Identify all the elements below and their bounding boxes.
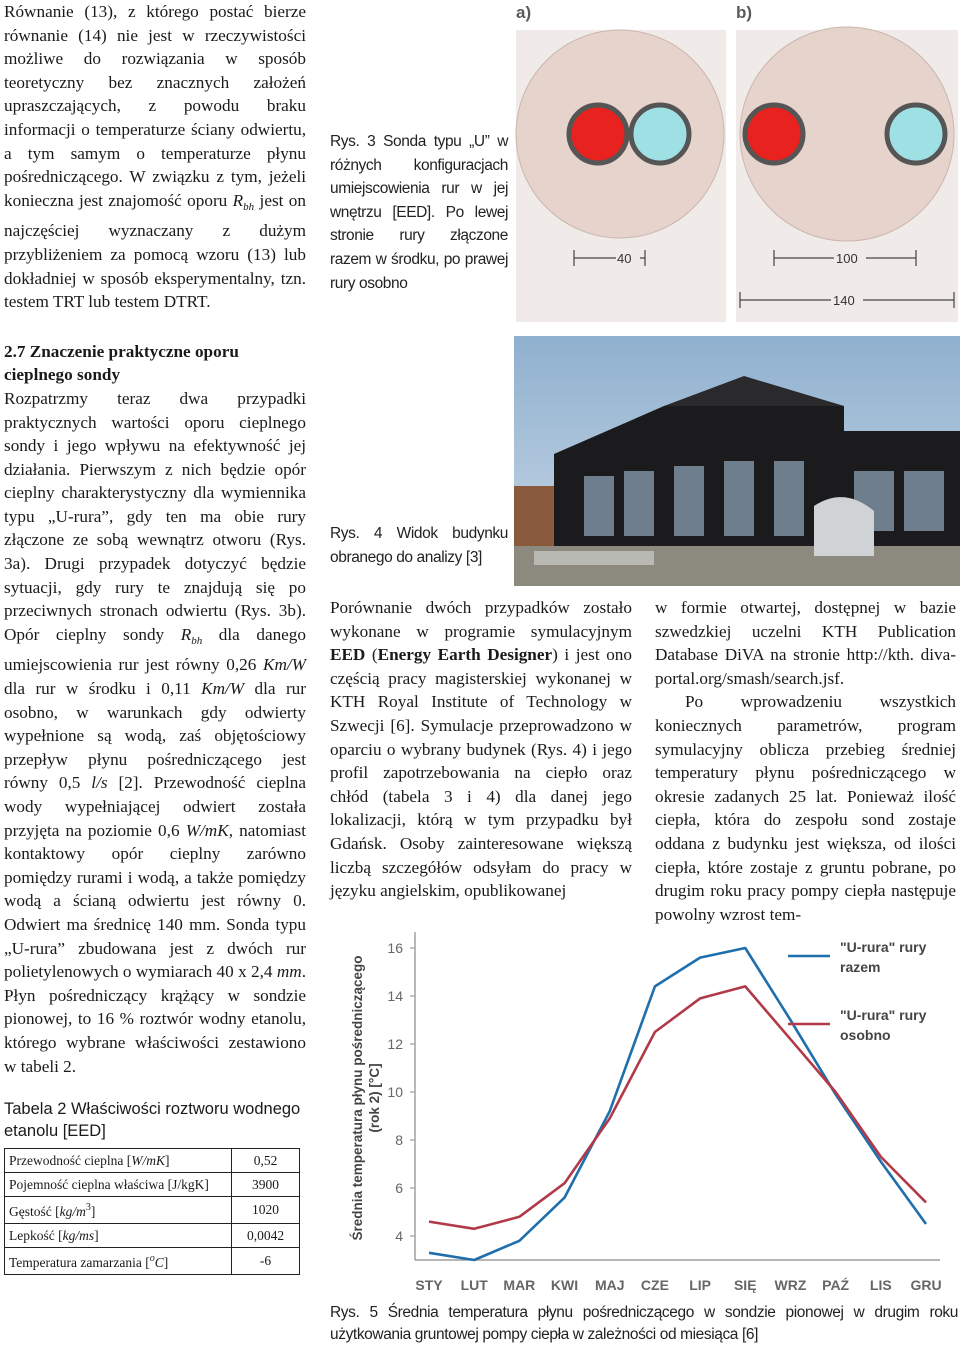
- right-column: [655, 596, 956, 926]
- x-tick-label: LUT: [460, 1277, 488, 1293]
- legend-label: "U-rura" rury razem: [840, 939, 927, 975]
- x-tick-label: MAR: [503, 1277, 536, 1293]
- table-row: [5, 1224, 300, 1248]
- legend-label: "U-rura" rury osobno: [840, 1007, 927, 1043]
- fig3-caption: Rys. 3 Sonda typu „U” w różnych konfiguracjach umiejscowienia rur w jej wnętrzu [EED]. Po lewej stronie rury złączone razem w środku, po prawej rury osobno: [330, 133, 508, 292]
- property-value: 3900: [232, 1173, 300, 1197]
- table-caption: Tabela 2 Właściwości roztworu wodnego etanolu [EED]: [4, 1100, 301, 1141]
- property-label: Pojemność cieplna właściwa [J/kgK]: [5, 1173, 232, 1197]
- property-value: -6: [232, 1248, 300, 1275]
- table-row: [5, 1149, 300, 1173]
- property-value: 1020: [232, 1197, 300, 1224]
- property-value: 0,0042: [232, 1224, 300, 1248]
- section-heading: 2.7 Znaczenie praktyczne oporu cieplnego sondy: [4, 341, 239, 385]
- x-tick-label: SIĘ: [733, 1277, 757, 1293]
- x-tick-label: GRU: [910, 1277, 942, 1293]
- x-tick-label: PAŹ: [822, 1277, 850, 1293]
- y-axis-label: Średnia temperatura płynu pośredniczącego (rok 2) [°C]: [350, 955, 382, 1241]
- x-tick-label: WRZ: [774, 1277, 807, 1293]
- right-paragraph-2: Po wprowadzeniu wszystkich koniecznych parametrów, program symulacyjny oblicza przebieg średniej temperatury płynu pośredniczącego w okresie zadanych 25 lat. Ponieważ ilość ciepła, która do zespołu sond zostaje oddana z budynku jest większa, od ilości ciepła, które zostaje z gruntu pobrane, po drugim roku pracy pompy ciepła następuje powolny wzrost tem-: [655, 692, 956, 924]
- property-label: Gęstość $[kg/m^3]$: [5, 1197, 232, 1224]
- fig5-caption: Rys. 5 Średnia temperatura płynu pośredniczącego w sondzie pionowej w drugim roku użytkowania gruntowej pompy ciepła w zależności od miesiąca [6]: [330, 1304, 958, 1343]
- building-photo: [514, 336, 960, 586]
- property-label: Przewodność cieplna [W/mK]: [5, 1149, 232, 1173]
- table-row: [5, 1197, 300, 1224]
- table-row: [5, 1248, 300, 1275]
- intro-paragraph: Równanie (13), z którego postać bierze równanie (14) nie jest w rzeczywistości możliwe do rozwiązania w sposób teoretyczny bez znacznych założeń upraszczających, z powodu braku informacji o temperaturze ściany odwiertu, a tym samym o temperaturze płynu pośredniczącego. W związku z tym, jeżeli konieczna jest znajomość oporu $R_{bh}$ jest on najczęściej wyznaczany z dużym przybliżeniem za pomocą wzoru (13) lub dokładniej w sposób eksperymentalny, tzn. testem TRT lub testem DTRT.: [4, 2, 306, 312]
- x-tick-label: KWI: [550, 1277, 579, 1293]
- cold-pipe-b: [887, 105, 945, 163]
- middle-column-text: Porównanie dwóch przypadków zostało wykonane w programie symulacyjnym EED (Energy Earth Designer) i jest ono częścią pracy magisterskiej wykonanej w KTH Royal Institute of Technology w Szwecji [6]. Symulacje przeprowadzono w oparciu o wybrany budynek (Rys. 4) i jego profil zapotrzebowania na ciepło oraz chłód (tabela 3 i 4) dla danej jego lokalizacji, którą w tym przypadku był Gdańsk. Osoby zainteresowane większą liczbą szczegółów odsyłam do pracy w języku angielskim, opublikowanej: [330, 598, 632, 901]
- building-photo-svg: [514, 336, 960, 586]
- temperature-chart: [330, 918, 960, 1302]
- y-tick-label: 6: [395, 1180, 403, 1196]
- series-line-0: [429, 948, 926, 1260]
- table-row: [5, 1173, 300, 1197]
- x-tick-label: LIP: [689, 1277, 711, 1293]
- fig3-diagram: [514, 0, 958, 322]
- right-paragraph-1: w formie otwartej, dostępnej w bazie szwedzkiej uczelni KTH Publication Database DiVA na stronie http://kth. diva-portal.org/smash/search.jsf.: [655, 598, 956, 688]
- pipes-on-ground: [534, 551, 654, 565]
- fig3-label-a: a): [516, 3, 532, 22]
- dim-140-label: 140: [833, 293, 855, 308]
- section-body: Rozpatrzmy teraz dwa przypadki praktycznych wartości oporu cieplnego sondy i jego wpływu na efektywność jej działania. Pierwszym z nich będzie opór cieplny charakterystyczny dla wymiennika typu „U-rura”, gdy ten ma obie rury złączone ze sobą wewnątrz otworu (Rys. 3a). Drugi przypadek dotyczyć będzie sytuacji, gdy rury te znajdują się po przeciwnych stronach odwiertu (Rys. 3b). Opór cieplny sondy $R_{bh}$ dla danego umiejscowienia rur jest równy 0,26 Km/W dla rur w środku i 0,11 Km/W dla rur osobno, w warunkach gdy odwierty wypełnione są wodą, zaś objętościowy przepływ płynu pośredniczącego jest równy 0,5 l/s [2]. Przewodność cieplna wody wypełniającej odwiert została przyjęta na poziomie 0,6 W/mK, natomiast kontaktowy opór cieplny zarówno pomiędzy rurami i wodą, a także pomiędzy wodą a ścianą odwiertu jest równy 0. Odwiert ma średnicę 140 mm. Sonda typu „U-rura” zbudowana jest z dwóch rur polietylenowych o wymiarach 40 x 2,4 mm. Płyn pośredniczący krążący w sondzie pionowej, to 16 % roztwór wodny etanolu, którego wybrane właściwości zestawiono w tabeli 2.: [4, 388, 306, 1076]
- properties-table: [4, 1148, 300, 1275]
- fig3-label-b: b): [736, 3, 753, 22]
- y-tick-label: 4: [395, 1228, 403, 1244]
- pipe-structure: [814, 497, 874, 556]
- x-tick-label: LIS: [869, 1277, 892, 1293]
- property-label: Lepkość [kg/ms]: [5, 1224, 232, 1248]
- x-tick-label: STY: [415, 1277, 443, 1293]
- hot-pipe-a: [569, 105, 627, 163]
- left-column: [4, 0, 306, 1275]
- x-tick-label: MAJ: [594, 1277, 625, 1293]
- fig3-svg: [514, 0, 958, 322]
- y-tick-label: 14: [387, 988, 403, 1004]
- y-tick-label: 12: [387, 1036, 403, 1052]
- hot-pipe-b: [745, 105, 803, 163]
- property-value: 0,52: [232, 1149, 300, 1173]
- fig4-caption: Rys. 4 Widok budynku obranego do analizy [3]: [330, 525, 508, 566]
- x-tick-label: CZE: [640, 1277, 669, 1293]
- property-label: Temperatura zamarzania [$^o$C]: [5, 1248, 232, 1275]
- y-tick-label: 10: [387, 1084, 403, 1100]
- y-tick-label: 8: [395, 1132, 403, 1148]
- chart-svg: [330, 918, 960, 1302]
- cold-pipe-a: [631, 105, 689, 163]
- y-tick-label: 16: [387, 940, 403, 956]
- dim-100-label: 100: [836, 251, 858, 266]
- dim-40-label: 40: [617, 251, 632, 266]
